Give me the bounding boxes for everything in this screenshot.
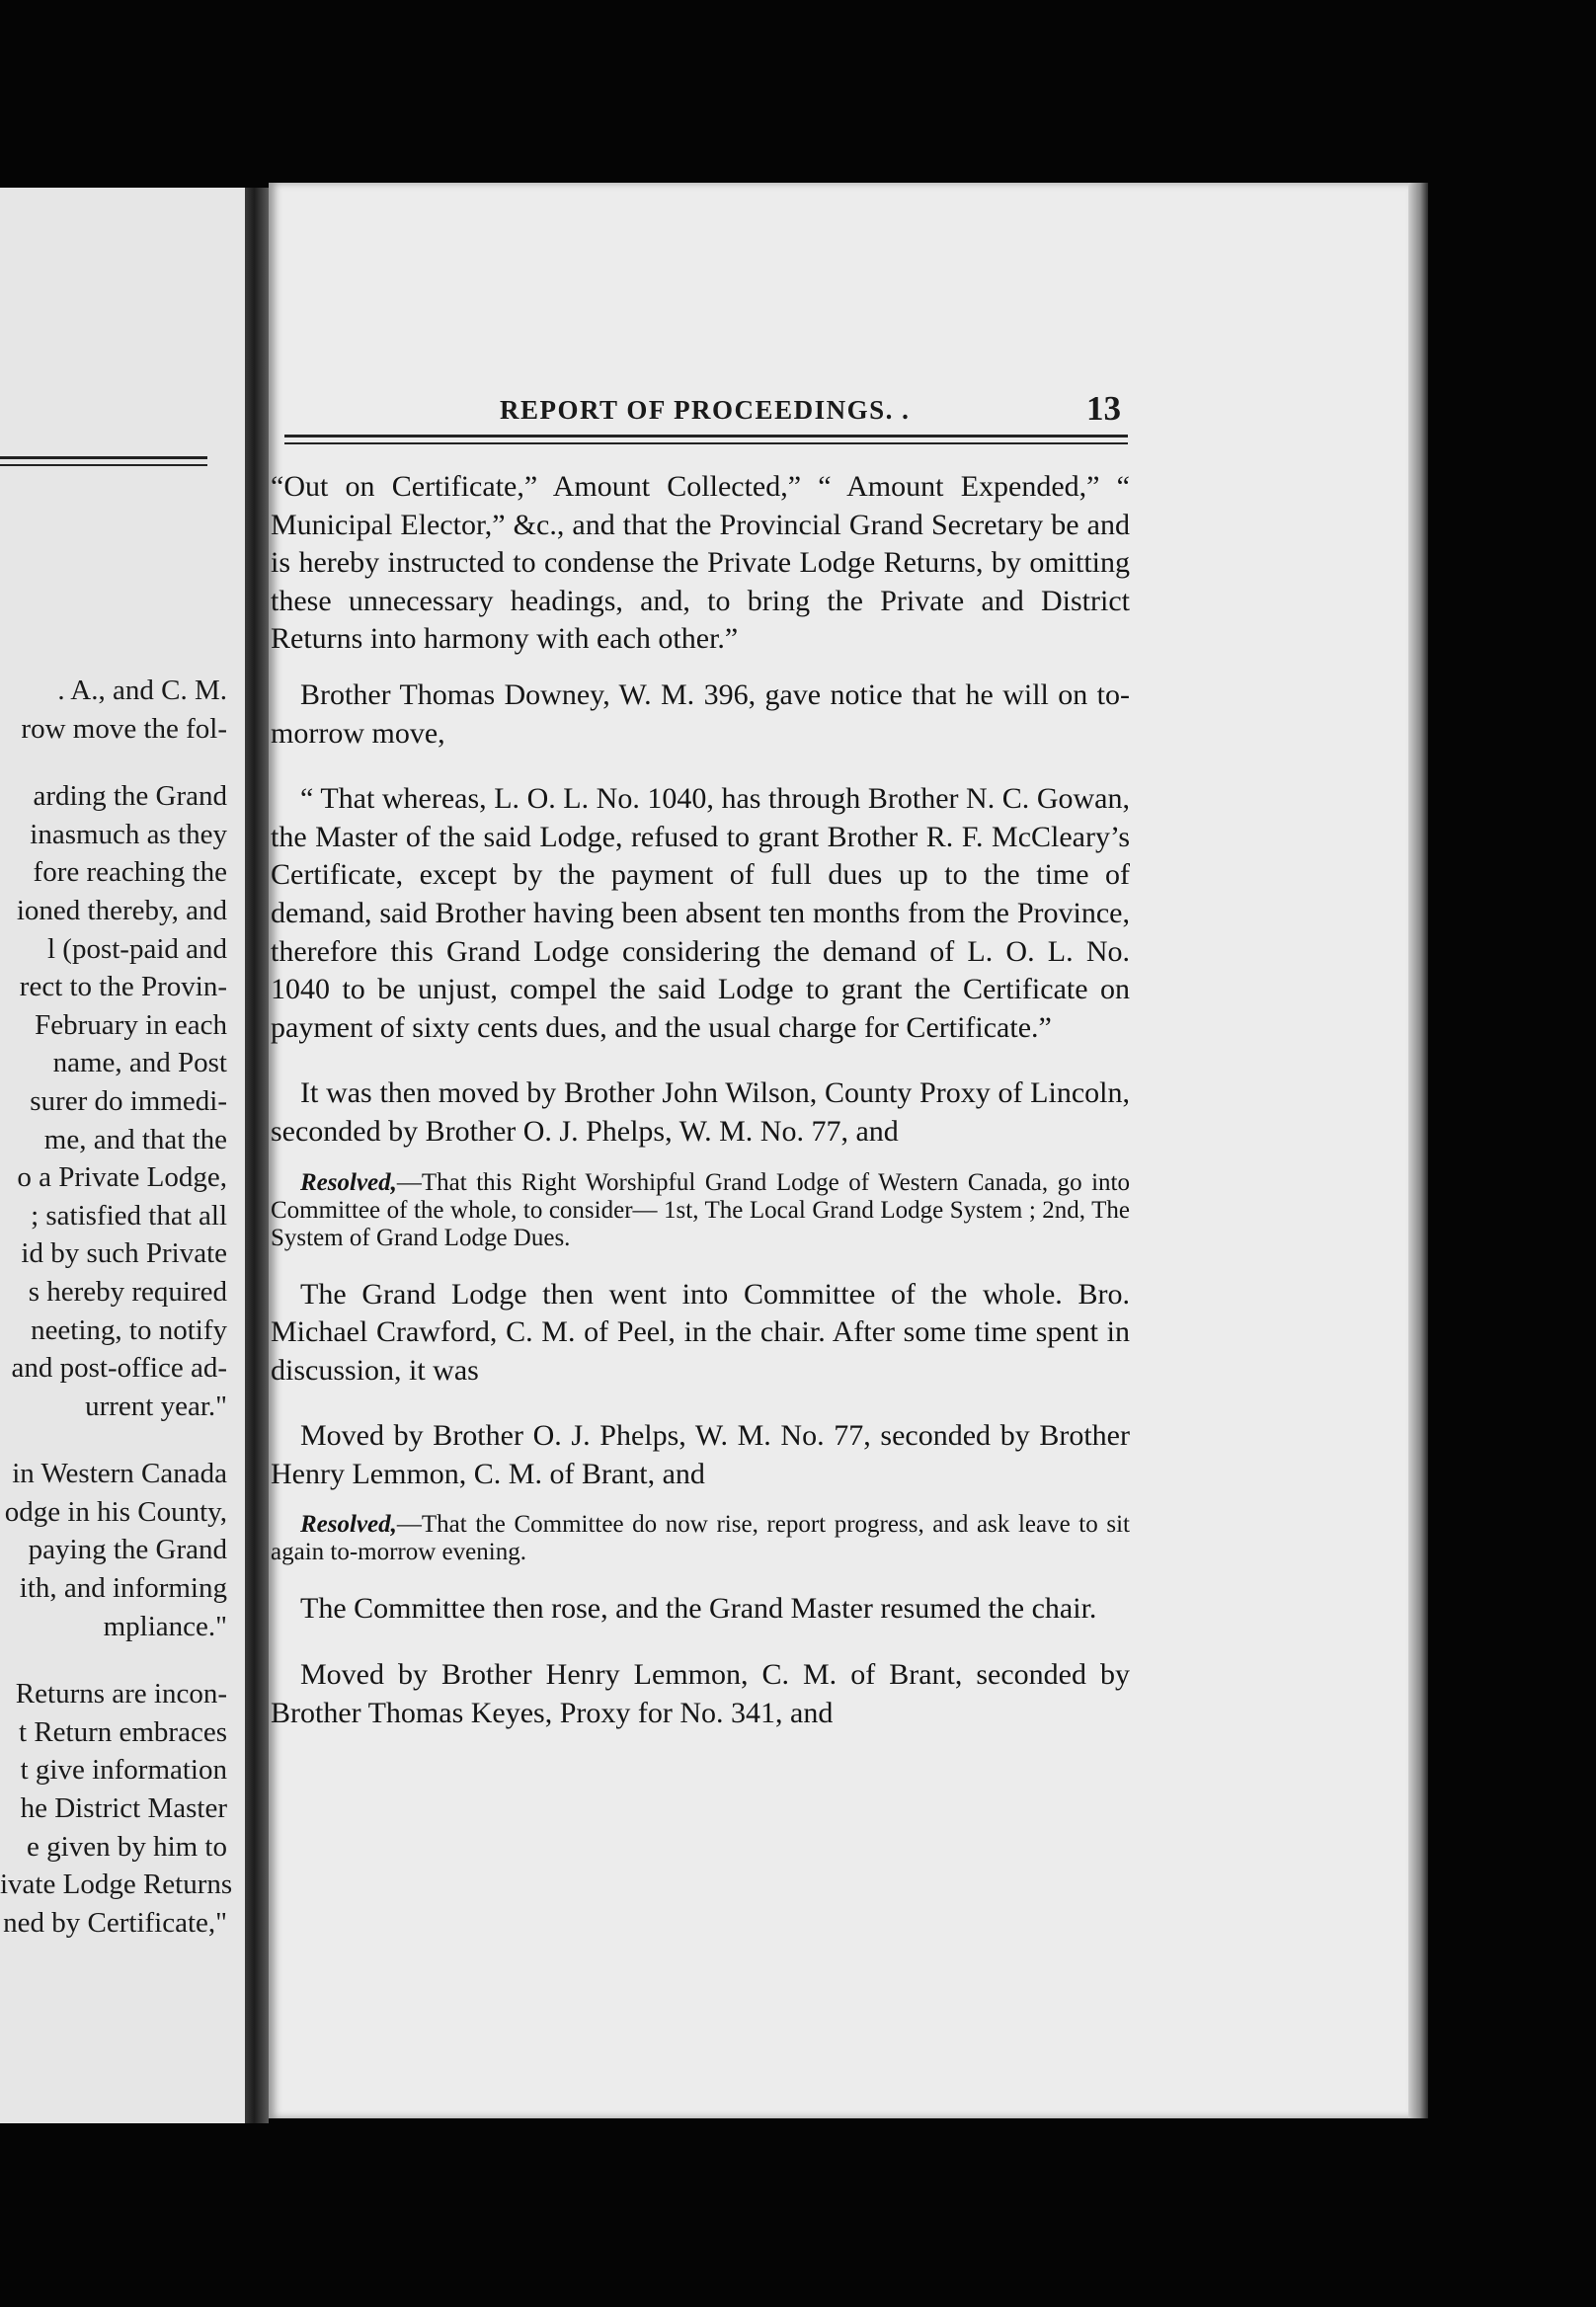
paragraph: It was then moved by Brother John Wilson, County Proxy of Lincoln, seconded by Brother O. J. Phelps, W. M. No. 77, and bbox=[271, 1076, 1130, 1148]
header-rule bbox=[0, 456, 207, 459]
text-line: me, and that the bbox=[43, 1123, 227, 1155]
text-line: February in each bbox=[35, 1008, 227, 1041]
resolution-lead: Resolved, bbox=[300, 1168, 397, 1196]
text-line: t give information bbox=[20, 1754, 227, 1787]
paragraph: “Out on Certificate,” Amount Collected,” “ Amount Expended,” “ Municipal Elector,” &c., and that the Provincial Grand Secretary be and is hereby instructed to condense the Private Lodge Returns, by omitting these unnecessary headings, and, to bring the Private and District Returns into harmony with each other.” bbox=[271, 470, 1130, 656]
resolution-text: —That the Committee do now rise, report progress, and ask leave to sit again to-morrow evening. bbox=[271, 1511, 1130, 1566]
page-edge bbox=[1408, 183, 1428, 2118]
text-line: arding the Grand bbox=[33, 780, 227, 813]
text-line: and post-office ad- bbox=[11, 1352, 227, 1385]
text-line: ned by Certificate," bbox=[3, 1906, 227, 1939]
text-line: surer do immedi- bbox=[30, 1084, 227, 1117]
text-line: . A., and C. M. bbox=[57, 675, 227, 706]
text-line: t Return embraces bbox=[19, 1715, 227, 1748]
text-line: paying the Grand bbox=[28, 1534, 227, 1566]
line-gap bbox=[0, 1645, 227, 1675]
running-title: REPORT OF PROCEEDINGS. . bbox=[500, 395, 911, 425]
text-line: s hereby required bbox=[28, 1275, 227, 1308]
book-gutter bbox=[245, 188, 269, 2123]
resolution bbox=[271, 1169, 1130, 1252]
text-line: row move the fol- bbox=[21, 712, 227, 745]
text-line: inasmuch as they bbox=[30, 818, 227, 850]
previous-page-text bbox=[0, 672, 233, 1942]
text-line: fore reaching the bbox=[33, 856, 227, 889]
text-line: name, and Post bbox=[52, 1047, 227, 1079]
text-line: rect to the Provin- bbox=[19, 971, 227, 1003]
text-line: l (post-paid and bbox=[46, 932, 227, 965]
text-line: mpliance." bbox=[103, 1610, 227, 1642]
line-gap bbox=[0, 1425, 227, 1455]
paragraph: Brother Thomas Downey, W. M. 396, gave notice that he will on to-morrow move, bbox=[271, 677, 1130, 750]
resolution bbox=[271, 1511, 1130, 1566]
text-line: in Western Canada bbox=[12, 1458, 227, 1490]
page-body bbox=[271, 468, 1130, 1760]
resolution-lead: Resolved, bbox=[300, 1511, 397, 1539]
paragraph: Moved by Brother Henry Lemmon, C. M. of Brant, seconded by Brother Thomas Keyes, Proxy for No. 341, and bbox=[271, 1658, 1130, 1729]
text-line: ioned thereby, and bbox=[16, 894, 227, 926]
text-line: ith, and informing bbox=[19, 1572, 227, 1605]
text-line: neeting, to notify bbox=[31, 1313, 227, 1346]
page-number: 13 bbox=[1086, 389, 1121, 428]
text-line: o a Private Lodge, bbox=[17, 1161, 227, 1194]
resolution-text: —That this Right Worshipful Grand Lodge of Western Canada, go into Committee of the whole, to consider— 1st, The Local Grand Lodge System ; 2nd, The System of Grand Lodge Dues. bbox=[271, 1168, 1130, 1251]
text-line: ; satisfied that all bbox=[31, 1199, 227, 1232]
text-line: Returns are incon- bbox=[15, 1678, 227, 1710]
text-line: e given by him to bbox=[27, 1830, 227, 1863]
header-rule-thick bbox=[284, 435, 1128, 438]
previous-page bbox=[0, 188, 245, 2123]
paragraph: Moved by Brother O. J. Phelps, W. M. No. 77, seconded by Brother Henry Lemmon, C. M. of Brant, and bbox=[271, 1419, 1130, 1490]
text-line: id by such Private bbox=[21, 1237, 227, 1270]
header-rule-thin bbox=[284, 442, 1128, 444]
text-line: he District Master bbox=[20, 1792, 227, 1825]
paragraph: The Grand Lodge then went into Committee of the whole. Bro. Michael Crawford, C. M. of Peel, in the chair. After some time spent in discussion, it was bbox=[271, 1277, 1130, 1387]
paragraph: The Committee then rose, and the Grand Master resumed the chair. bbox=[300, 1592, 1097, 1626]
header-rule-thin bbox=[0, 464, 207, 466]
text-line: odge in his County, bbox=[4, 1495, 227, 1528]
text-line: ivate Lodge Returns bbox=[0, 1869, 233, 1901]
text-line: urrent year." bbox=[85, 1390, 227, 1422]
paragraph: “ That whereas, L. O. L. No. 1040, has through Brother N. C. Gowan, the Master of the said Lodge, refused to grant Brother R. F. McCleary’s Certificate, except by the payment of full dues up to the time of demand, said Brother having been absent ten months from the Province, therefore this Grand Lodge considering the demand of L. O. L. No. 1040 to be unjust, compel the said Lodge to grant the Certificate on payment of sixty cents dues, and the usual charge for Certificate.” bbox=[271, 782, 1130, 1044]
line-gap bbox=[0, 748, 227, 777]
